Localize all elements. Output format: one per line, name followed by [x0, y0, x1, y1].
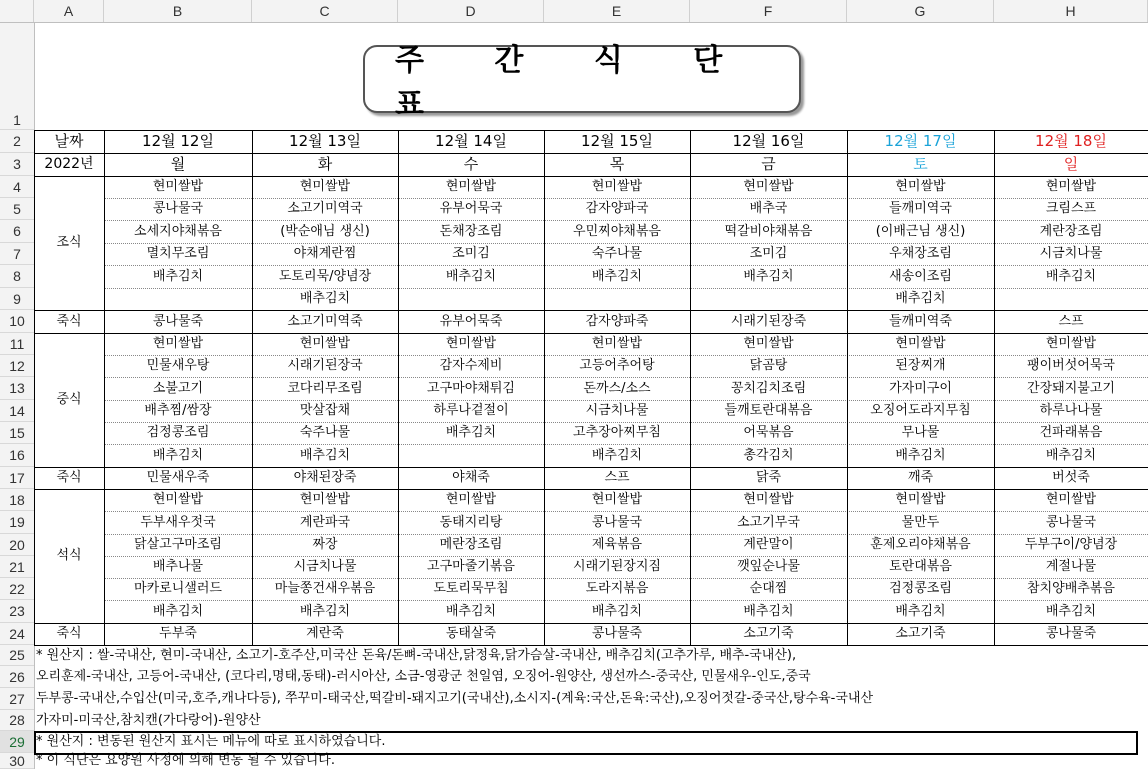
menu-item[interactable]: 배추김치 [152, 269, 204, 284]
menu-item[interactable]: 크림스프 [1045, 201, 1097, 216]
dotted-divider [104, 578, 1148, 579]
column-header-b[interactable]: B [104, 0, 252, 22]
dotted-divider [104, 511, 1148, 512]
table-border [34, 623, 1148, 624]
menu-item[interactable]: 깻잎순나물 [737, 559, 800, 574]
row-header-bar [0, 23, 35, 769]
menu-item[interactable]: 계란파국 [299, 515, 351, 530]
menu-item[interactable]: 현미쌀밥 [591, 492, 643, 507]
row-header-18[interactable]: 18 [0, 489, 34, 511]
table-border [398, 130, 399, 645]
menu-item[interactable]: 물만두 [901, 515, 940, 530]
menu-item[interactable]: 동태살죽 [445, 626, 497, 641]
menu-item[interactable]: 민물새우죽 [146, 470, 210, 485]
table-border [34, 489, 1148, 490]
note-line[interactable]: 두부콩-국내산,수입산(미국,호주,캐나다등), 쭈꾸미-태국산,떡갈비-돼지고기(국내산),소시지-(계육:국산,돈육:국산),오징어젓갈-중국산,탕수육-국내산 [36, 691, 874, 706]
day-header[interactable]: 목 [609, 155, 625, 173]
menu-item[interactable]: 어묵볶음 [743, 425, 794, 440]
table-border [690, 130, 691, 645]
menu-item[interactable]: 감자수제비 [439, 358, 503, 373]
menu-item[interactable]: 현미쌀밥 [152, 336, 204, 351]
menu-item[interactable]: 닭곰탕 [749, 358, 788, 373]
dotted-divider [104, 288, 1148, 289]
menu-item[interactable]: 계란장조림 [1039, 224, 1103, 239]
menu-item[interactable]: 스프 [1058, 314, 1084, 329]
column-header-c[interactable]: C [252, 0, 398, 22]
note-line[interactable]: 가자미-미국산,참치캔(가다랑어)-원양산 [36, 713, 261, 728]
menu-item[interactable]: 스프 [604, 470, 630, 485]
menu-item[interactable]: 소고기미역국 [287, 201, 363, 216]
menu-item[interactable]: 배추김치 [743, 604, 794, 619]
dotted-divider [104, 444, 1148, 445]
menu-item[interactable]: 현미쌀밥 [299, 492, 351, 507]
row-header-4[interactable]: 4 [0, 176, 34, 198]
dotted-divider [104, 220, 1148, 221]
menu-item[interactable]: 고구마야채튀김 [427, 381, 515, 396]
menu-item[interactable]: 숙주나물 [591, 246, 643, 261]
menu-item[interactable]: 하루나나물 [1039, 403, 1103, 418]
menu-item[interactable]: 배추김치 [299, 448, 351, 463]
row-header-28[interactable]: 28 [0, 710, 34, 731]
dotted-divider [104, 600, 1148, 601]
menu-item[interactable]: 마카로니샐러드 [134, 581, 222, 596]
table-border [252, 130, 253, 645]
menu-item[interactable]: 콩나물죽 [152, 314, 204, 329]
menu-item[interactable]: 무나물 [901, 425, 940, 440]
menu-item[interactable]: 콩나물국 [152, 201, 204, 216]
note-line[interactable]: * 원산지 : 쌀-국내산, 현미-국내산, 소고기-호주산,미국산 돈육/돈뼈-국내산,닭정육,닭가슴살-국내산, 배추김치(고추가루, 배추-국내산), [36, 648, 797, 663]
menu-item[interactable]: 고추장아찌무침 [573, 425, 661, 440]
menu-item[interactable]: 훈제오리야채볶음 [870, 537, 971, 552]
day-header[interactable]: 토 [913, 155, 928, 173]
title-box [363, 43, 801, 122]
menu-item[interactable]: 닭살고구마조림 [134, 537, 222, 552]
menu-item[interactable]: 배추김치 [743, 269, 794, 284]
date-label[interactable]: 날짜 [54, 132, 84, 150]
menu-item[interactable]: 시금치나물 [293, 559, 357, 574]
menu-item[interactable]: 참치양배추볶음 [1027, 581, 1115, 596]
menu-item[interactable]: 꽁치김치조림 [730, 381, 807, 396]
spreadsheet-grid[interactable] [34, 23, 1148, 769]
date-header[interactable]: 12월 13일 [289, 132, 361, 150]
row-header-27[interactable]: 27 [0, 688, 34, 710]
menu-item[interactable]: 현미쌀밥 [743, 336, 794, 351]
meal-label-breakfast[interactable]: 조식 [56, 235, 82, 250]
dotted-divider [104, 534, 1148, 535]
meal-label-porridge3[interactable]: 죽식 [56, 626, 82, 641]
menu-item[interactable]: 시금치나물 [1039, 246, 1103, 261]
menu-item[interactable]: 도토리묵무침 [433, 581, 509, 596]
menu-item[interactable]: 멸치무조림 [146, 246, 210, 261]
dotted-divider [104, 377, 1148, 378]
table-border [34, 176, 1148, 177]
menu-item[interactable]: 콩나물국 [1045, 515, 1097, 530]
menu-item[interactable]: 배추김치 [299, 291, 351, 306]
menu-item[interactable]: (박순애님 생신) [280, 224, 370, 239]
menu-item[interactable]: 검정콩조림 [889, 581, 952, 596]
table-border [34, 467, 1148, 468]
menu-item[interactable]: 시래기된장죽 [730, 314, 807, 329]
row-header-26[interactable]: 26 [0, 666, 34, 688]
menu-item[interactable]: 배추국 [749, 201, 788, 216]
row-header-19[interactable]: 19 [0, 511, 34, 534]
note-line[interactable]: * 원산지 : 변동된 원산지 표시는 메뉴에 따로 표시하였습니다. [36, 734, 386, 749]
meal-label-lunch[interactable]: 중식 [56, 392, 82, 407]
menu-item[interactable]: 건파래볶음 [1039, 425, 1103, 440]
row-header-6[interactable]: 6 [0, 220, 34, 243]
menu-item[interactable]: 현미쌀밥 [299, 336, 351, 351]
menu-item[interactable]: 시래기된장국 [287, 358, 363, 373]
menu-item[interactable]: 현미쌀밥 [1045, 492, 1097, 507]
menu-item[interactable]: 배추김치 [895, 448, 946, 463]
menu-item[interactable]: 들깨토란대볶음 [724, 403, 813, 418]
menu-item[interactable]: 배추김치 [1045, 269, 1097, 284]
table-border [34, 153, 1148, 154]
menu-item[interactable]: 메란장조림 [439, 537, 503, 552]
menu-item[interactable]: 돈까스/소스 [583, 381, 651, 396]
menu-item[interactable]: 감자양파국 [585, 201, 649, 216]
menu-item[interactable]: 숙주나물 [299, 425, 351, 440]
table-border [847, 130, 848, 645]
menu-item[interactable]: 고구마줄기볶음 [427, 559, 515, 574]
row-header-16[interactable]: 16 [0, 444, 34, 467]
dotted-divider [104, 400, 1148, 401]
menu-item[interactable]: 배추김치 [1045, 604, 1097, 619]
row-header-8[interactable]: 8 [0, 265, 34, 288]
menu-item[interactable]: 마늘쫑건새우볶음 [274, 581, 376, 596]
row-header-22[interactable]: 22 [0, 578, 34, 600]
menu-item[interactable]: 배추김치 [445, 269, 497, 284]
day-header[interactable]: 월 [170, 155, 186, 173]
row-header-1[interactable]: 1 [0, 23, 34, 130]
dotted-divider [104, 265, 1148, 266]
menu-item[interactable]: 배추김치 [895, 604, 946, 619]
selection-border [34, 731, 1138, 755]
menu-item[interactable]: 토란대볶음 [889, 559, 952, 574]
menu-item[interactable]: 소고기죽 [895, 626, 946, 641]
meal-label-porridge1[interactable]: 죽식 [56, 314, 82, 329]
menu-item[interactable]: 민물새우탕 [146, 358, 210, 373]
menu-item[interactable]: 새송이조림 [889, 269, 952, 284]
menu-item[interactable]: 배추김치 [1045, 448, 1097, 463]
table-border [544, 130, 545, 645]
menu-item[interactable]: 소세지야채볶음 [134, 224, 222, 239]
menu-item[interactable]: 된장찌개 [895, 358, 946, 373]
menu-item[interactable]: 현미쌀밥 [743, 179, 794, 194]
menu-item[interactable]: 배추김치 [299, 604, 351, 619]
row-header-13[interactable]: 13 [0, 377, 34, 400]
menu-item[interactable]: 현미쌀밥 [299, 179, 351, 194]
menu-item[interactable]: 야채된장죽 [293, 470, 357, 485]
row-header-21[interactable]: 21 [0, 556, 34, 578]
table-border [34, 310, 1148, 311]
menu-item[interactable]: 오징어도라지무침 [870, 403, 971, 418]
menu-item[interactable]: 배추김치 [445, 604, 497, 619]
menu-item[interactable]: 현미쌀밥 [152, 492, 204, 507]
note-line[interactable]: * 이 식단은 요양원 사정에 의해 변동 될 수 있습니다. [36, 753, 335, 768]
row-header-23[interactable]: 23 [0, 600, 34, 623]
menu-item[interactable]: 현미쌀밥 [1045, 336, 1097, 351]
row-header-25[interactable]: 25 [0, 645, 34, 666]
year-label[interactable]: 2022년 [44, 156, 94, 172]
table-border [104, 130, 105, 645]
menu-item[interactable]: 배추김치 [591, 604, 643, 619]
row-header-3[interactable]: 3 [0, 153, 34, 176]
page-title: 주 간 식 단 표 [395, 43, 753, 122]
menu-item[interactable]: 계란죽 [306, 626, 344, 641]
menu-item[interactable]: 계절나물 [1045, 559, 1097, 574]
menu-item[interactable]: 간장돼지불고기 [1027, 381, 1115, 396]
menu-item[interactable]: 배추김치 [591, 269, 643, 284]
menu-item[interactable]: 하루나겉절이 [433, 403, 509, 418]
menu-item[interactable]: 배추김치 [152, 448, 204, 463]
row-header-12[interactable]: 12 [0, 355, 34, 377]
menu-item[interactable]: 배추김치 [445, 425, 497, 440]
menu-item[interactable]: 현미쌀밥 [445, 179, 497, 194]
menu-item[interactable]: 코다리무조림 [287, 381, 363, 396]
menu-item[interactable]: 야채죽 [452, 470, 490, 485]
menu-item[interactable]: (이배근님 생신) [875, 224, 966, 239]
menu-item[interactable]: 배추김치 [591, 448, 643, 463]
menu-item[interactable]: 현미쌀밥 [895, 179, 946, 194]
dotted-divider [104, 243, 1148, 244]
meal-label-porridge2[interactable]: 죽식 [56, 470, 82, 485]
menu-item[interactable]: 두부구이/양념장 [1024, 537, 1118, 552]
column-header-g[interactable]: G [847, 0, 994, 22]
menu-item[interactable]: 현미쌀밥 [445, 492, 497, 507]
menu-item[interactable]: 순대찜 [749, 581, 788, 596]
row-header-9[interactable]: 9 [0, 288, 34, 310]
menu-item[interactable]: 현미쌀밥 [591, 336, 643, 351]
menu-item[interactable]: 깨죽 [907, 470, 934, 485]
date-header[interactable]: 12월 12일 [142, 132, 214, 150]
table-border [994, 130, 995, 645]
column-header-h[interactable]: H [994, 0, 1148, 22]
menu-item[interactable]: 팽이버섯어묵국 [1027, 358, 1115, 373]
menu-item[interactable]: 들깨미역죽 [889, 314, 952, 329]
menu-item[interactable]: 닭죽 [755, 470, 782, 485]
menu-item[interactable]: 도토리묵/양념장 [278, 269, 372, 284]
menu-item[interactable]: 계란말이 [743, 537, 794, 552]
note-line[interactable]: 오리훈제-국내산, 고등어-국내산, (코다리,명태,동태)-러시아산, 소금-영광군 천일염, 오징어-원양산, 생선까스-중국산, 민물새우-인도,중국 [36, 669, 811, 684]
menu-item[interactable]: 야채계란찜 [293, 246, 357, 261]
menu-item[interactable]: 돈채장조림 [439, 224, 503, 239]
menu-item[interactable]: 두부죽 [159, 626, 197, 641]
row-header-24[interactable]: 24 [0, 623, 34, 645]
menu-item[interactable]: 맛살잡채 [299, 403, 351, 418]
table-border [34, 130, 1148, 131]
dotted-divider [104, 355, 1148, 356]
menu-item[interactable]: 제육볶음 [591, 537, 643, 552]
date-header[interactable]: 12월 18일 [1035, 132, 1107, 150]
menu-item[interactable]: 버섯죽 [1052, 470, 1090, 485]
menu-item[interactable]: 소고기무국 [737, 515, 800, 530]
menu-item[interactable]: 소고기미역죽 [287, 314, 363, 329]
meal-label-dinner[interactable]: 석식 [56, 548, 82, 563]
menu-item[interactable]: 도라지볶음 [585, 581, 649, 596]
table-border [34, 333, 1148, 334]
menu-item[interactable]: 현미쌀밥 [1045, 179, 1097, 194]
menu-item[interactable]: 배추김치 [152, 604, 204, 619]
column-header-a[interactable]: A [34, 0, 104, 22]
menu-item[interactable]: 짜장 [312, 537, 338, 552]
menu-item[interactable]: 현미쌀밥 [895, 336, 946, 351]
table-border [34, 130, 35, 645]
menu-item[interactable]: 배추김치 [895, 291, 946, 306]
day-header[interactable]: 금 [761, 155, 776, 173]
date-header[interactable]: 12월 15일 [581, 132, 653, 150]
menu-item[interactable]: 동태지리탕 [439, 515, 503, 530]
menu-item[interactable]: 고등어추어탕 [579, 358, 655, 373]
menu-item[interactable]: 가자미구이 [889, 381, 952, 396]
menu-item[interactable]: 현미쌀밥 [152, 179, 204, 194]
column-header-bar [0, 0, 1148, 23]
menu-item[interactable]: 배추찜/쌈장 [144, 403, 212, 418]
row-header-2[interactable]: 2 [0, 130, 34, 153]
menu-item[interactable]: 현미쌀밥 [895, 492, 946, 507]
menu-item[interactable]: 두부새우젓국 [140, 515, 216, 530]
menu-item[interactable]: 시금치나물 [585, 403, 649, 418]
menu-item[interactable]: 유부어묵죽 [439, 314, 503, 329]
dotted-divider [104, 198, 1148, 199]
row-header-14[interactable]: 14 [0, 400, 34, 422]
menu-item[interactable]: 우채장조림 [889, 246, 952, 261]
menu-item[interactable]: 콩나물죽 [1045, 626, 1097, 641]
row-header-17[interactable]: 17 [0, 467, 34, 489]
menu-item[interactable]: 현미쌀밥 [743, 492, 794, 507]
column-header-e[interactable]: E [544, 0, 690, 22]
day-header[interactable]: 화 [317, 155, 333, 173]
column-header-d[interactable]: D [398, 0, 544, 22]
menu-item[interactable]: 조미김 [749, 246, 788, 261]
menu-item[interactable]: 총각김치 [743, 448, 794, 463]
row-header-30[interactable]: 30 [0, 753, 34, 769]
menu-item[interactable]: 우민찌야채볶음 [573, 224, 661, 239]
menu-item[interactable]: 떡갈비야채볶음 [724, 224, 813, 239]
date-header[interactable]: 12월 14일 [435, 132, 507, 150]
menu-item[interactable]: 유부어묵국 [439, 201, 503, 216]
row-header-11[interactable]: 11 [0, 333, 34, 355]
row-header-29[interactable]: 29 [0, 731, 34, 753]
menu-item[interactable]: 들깨미역국 [889, 201, 952, 216]
day-header[interactable]: 수 [463, 155, 479, 173]
row-header-10[interactable]: 10 [0, 310, 34, 333]
row-header-15[interactable]: 15 [0, 422, 34, 444]
date-header[interactable]: 12월 16일 [732, 132, 805, 150]
day-header[interactable]: 일 [1063, 155, 1079, 173]
menu-item[interactable]: 현미쌀밥 [591, 179, 643, 194]
menu-item[interactable]: 소불고기 [152, 381, 204, 396]
select-all-corner[interactable] [0, 0, 34, 22]
dotted-divider [104, 556, 1148, 557]
menu-item[interactable]: 배추나물 [152, 559, 204, 574]
menu-item[interactable]: 시래기된장지짐 [573, 559, 661, 574]
menu-item[interactable]: 소고기죽 [743, 626, 794, 641]
dotted-divider [104, 422, 1148, 423]
row-header-7[interactable]: 7 [0, 243, 34, 265]
menu-item[interactable]: 콩나물죽 [591, 626, 643, 641]
column-header-f[interactable]: F [690, 0, 847, 22]
menu-item[interactable]: 콩나물국 [591, 515, 643, 530]
menu-item[interactable]: 조미김 [452, 246, 490, 261]
menu-item[interactable]: 감자양파죽 [585, 314, 649, 329]
row-header-20[interactable]: 20 [0, 534, 34, 556]
menu-item[interactable]: 검정콩조림 [146, 425, 210, 440]
menu-item[interactable]: 현미쌀밥 [445, 336, 497, 351]
date-header[interactable]: 12월 17일 [884, 132, 957, 150]
row-header-5[interactable]: 5 [0, 198, 34, 220]
